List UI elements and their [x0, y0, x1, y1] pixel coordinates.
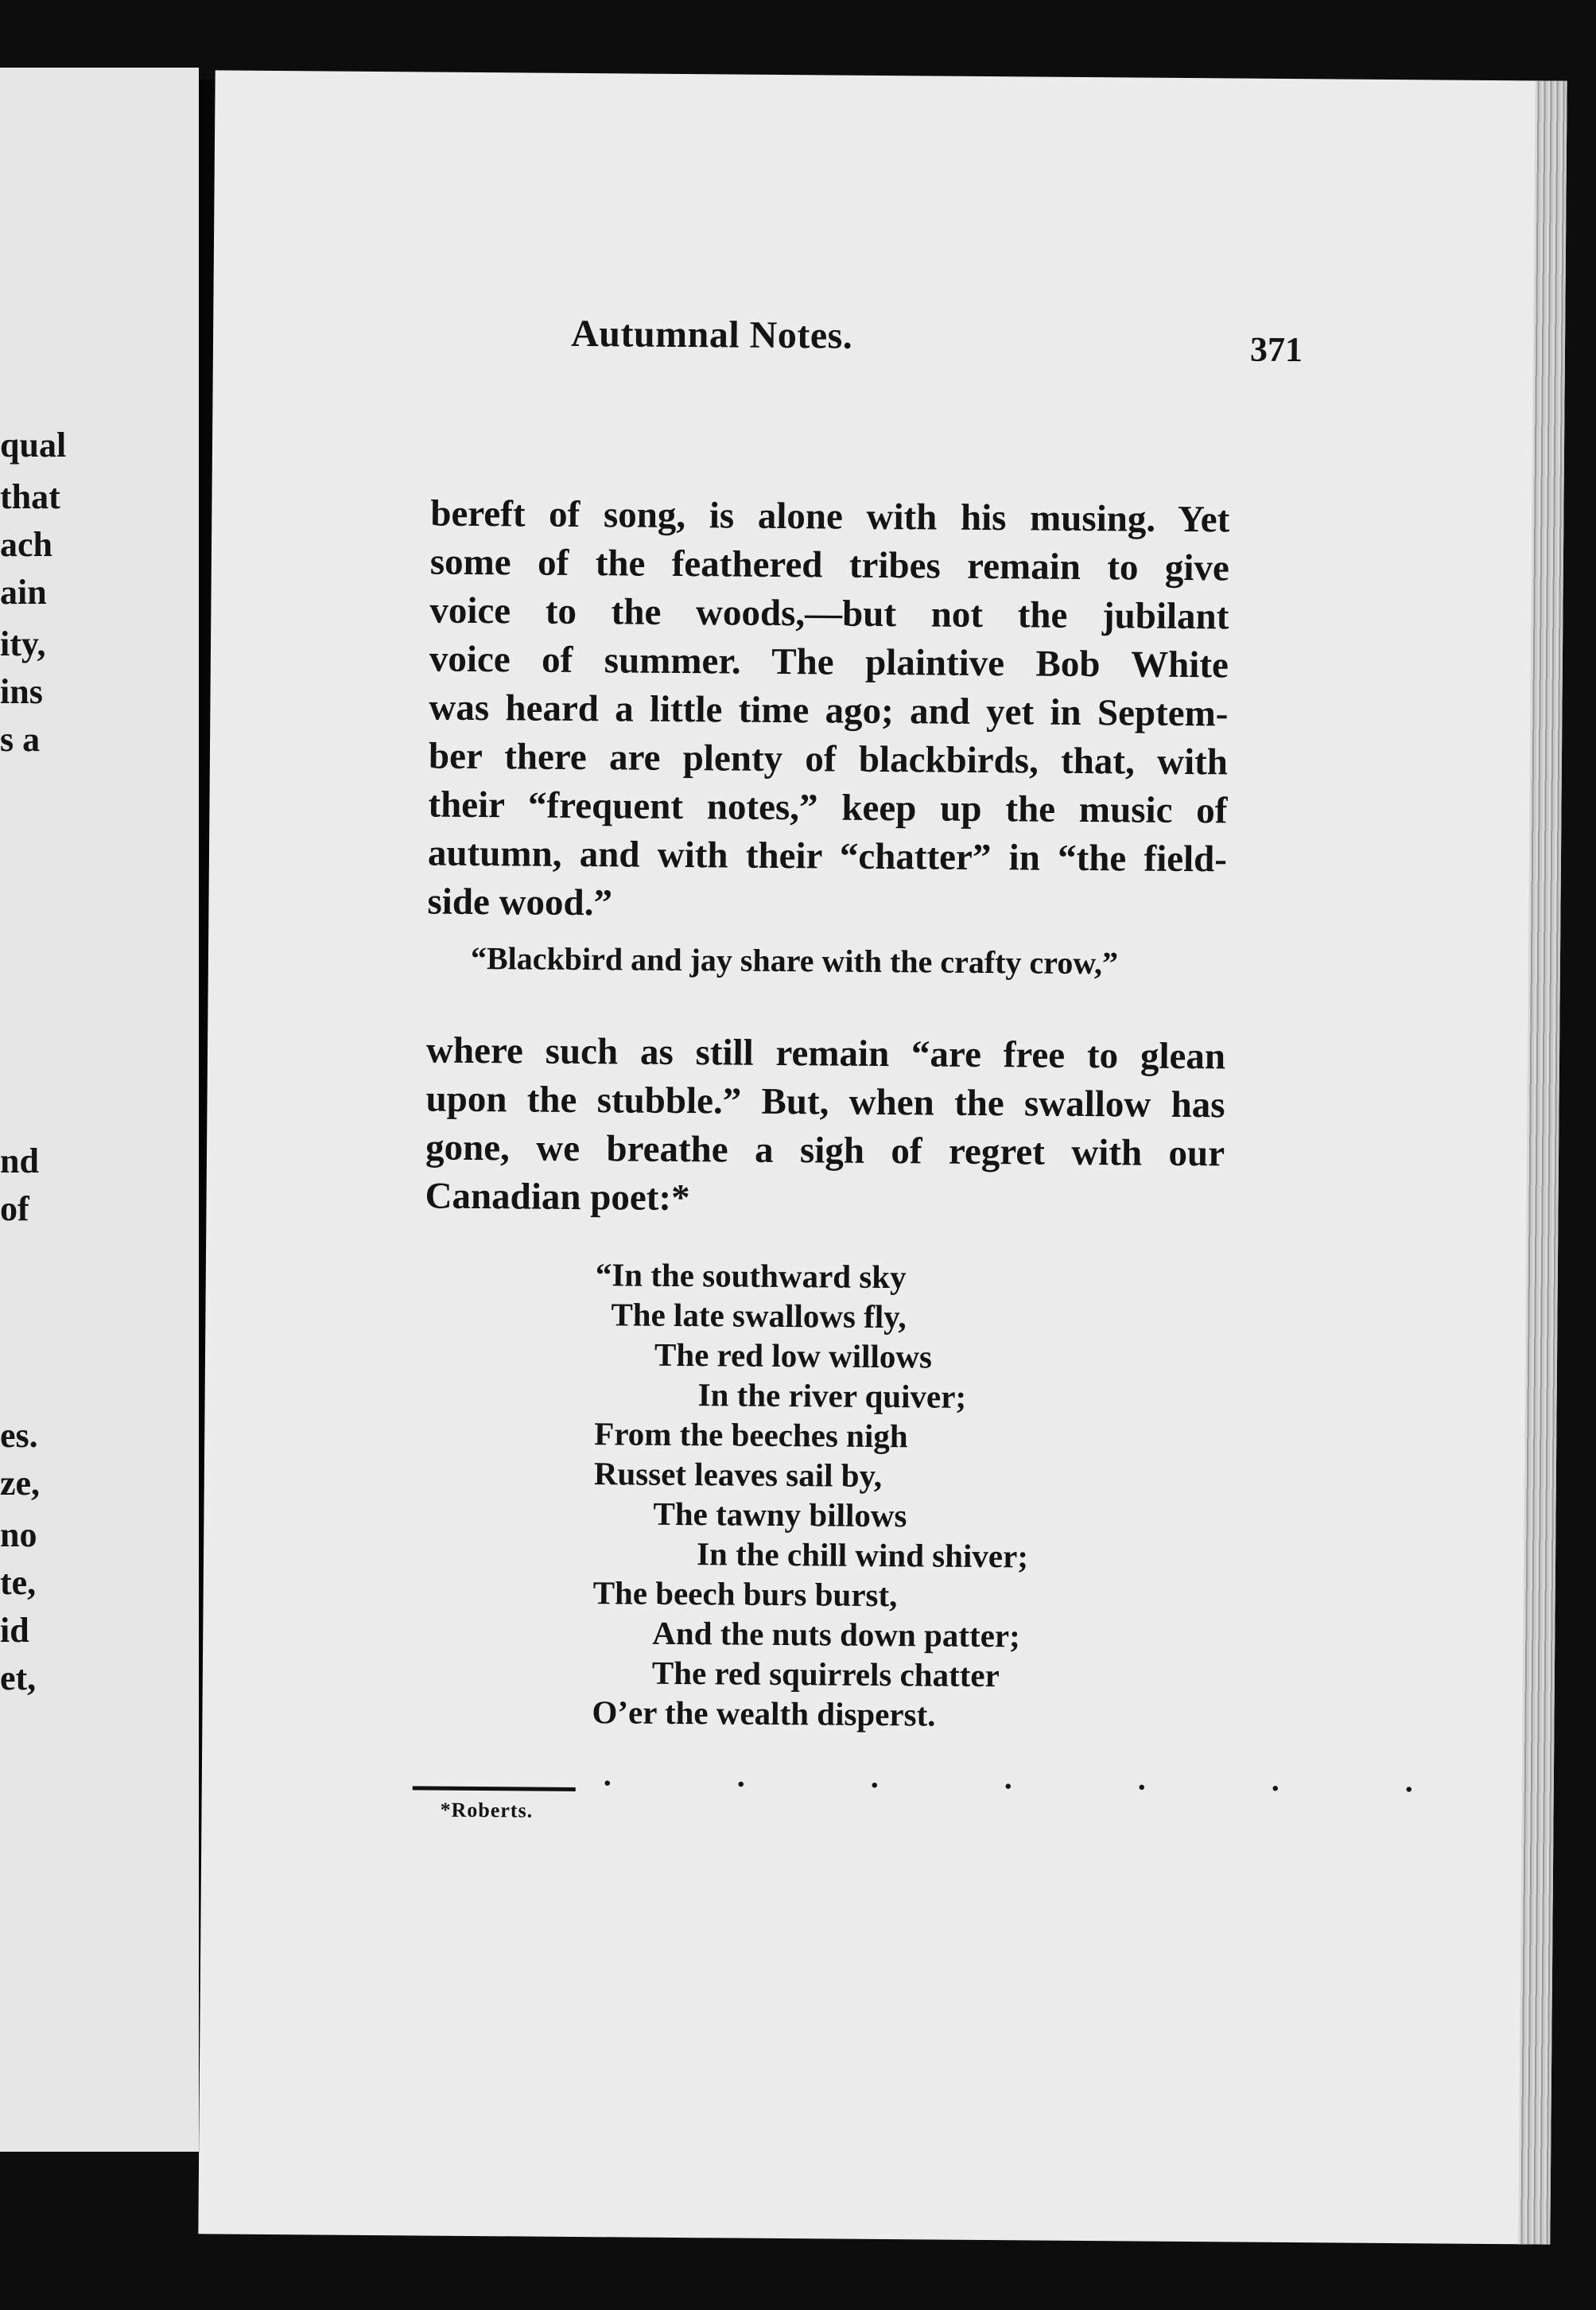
paragraph-1 [427, 490, 1229, 933]
poem-line: The beech burs burst, [592, 1574, 898, 1614]
poem-line: And the nuts down patter; [652, 1614, 1020, 1655]
ellipsis: . . . . . . . [603, 1756, 1473, 1799]
poem-line: The red low willows [654, 1336, 933, 1375]
left-page-fragment: nd [0, 1141, 39, 1180]
page-edge [1518, 80, 1567, 2244]
text-line: autumn, and with their “chatter” in “the field- [427, 832, 1228, 881]
text-line: some of the feathered tribes remain to give [429, 541, 1230, 589]
text-line: upon the stubble.” But, when the swallow has [425, 1078, 1225, 1126]
left-page-fragment: s a [0, 720, 41, 759]
left-page-fragment: ze, [0, 1464, 41, 1503]
footnote-rule [413, 1786, 576, 1791]
left-page-fragment: ain [0, 573, 47, 612]
left-page-fragment: id [0, 1611, 29, 1650]
poem-line: The late swallows fly, [611, 1296, 907, 1336]
poem-line: “In the southward sky [595, 1256, 907, 1296]
left-page-fragment: ins [0, 672, 43, 711]
left-page [0, 68, 199, 2152]
text-line: bereft of song, is alone with his musing. Yet [430, 492, 1230, 541]
page-number: 371 [1249, 329, 1303, 370]
text-line: their “frequent notes,” keep up the music of [428, 784, 1228, 832]
poem-line: In the river quiver; [697, 1376, 967, 1415]
left-page-fragment: of [0, 1189, 29, 1228]
text-line: gone, we breathe a sigh of regret with our [425, 1126, 1225, 1175]
text-line: was heard a little time ago; and yet in Septem- [429, 686, 1229, 735]
left-page-fragment: te, [0, 1563, 37, 1602]
text-line: side wood.” [427, 881, 613, 924]
poem-line: From the beeches nigh [594, 1415, 908, 1455]
poem-line: In the chill wind shiver; [696, 1535, 1029, 1575]
left-page-fragment: that [0, 477, 60, 516]
left-page-fragment: es. [0, 1416, 38, 1455]
poem-line: The red squirrels chatter [651, 1654, 1000, 1694]
text-line: ber there are plenty of blackbirds, that, with [428, 735, 1229, 784]
left-page-fragment: ity, [0, 624, 46, 663]
text-line: where such as still remain “are free to glean [425, 1029, 1226, 1078]
book-page [198, 70, 1567, 2244]
poem-line: Russet leaves sail by, [593, 1455, 883, 1495]
text-line: Canadian poet:* [425, 1175, 690, 1219]
poem-line: O’er the wealth disperst. [592, 1694, 936, 1733]
left-page-fragment: no [0, 1515, 37, 1554]
page-content [425, 311, 1473, 1822]
footnote: *Roberts. [440, 1798, 534, 1822]
block-quote: “Blackbird and jay share with the crafty crow,” [470, 939, 1119, 982]
left-page-fragment: ach [0, 525, 52, 564]
running-header: Autumnal Notes. [570, 312, 853, 357]
left-page-fragment: et, [0, 1659, 37, 1698]
text-line: voice to the woods,—but not the jubilant [429, 589, 1229, 638]
text-line: voice of summer. The plaintive Bob White [429, 638, 1229, 686]
poem-line: The tawny billows [653, 1495, 907, 1534]
left-page-fragment: qual [0, 426, 67, 465]
poem [592, 1254, 1031, 1735]
paragraph-2 [425, 1026, 1225, 1227]
